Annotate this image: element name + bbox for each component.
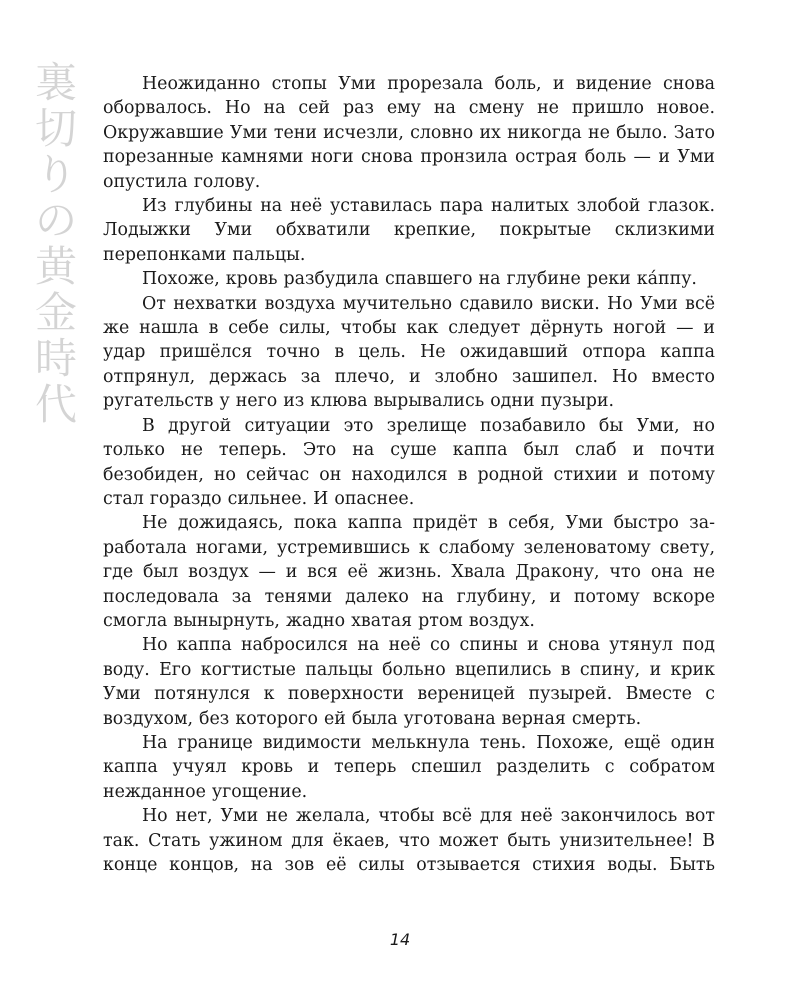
side-title-vertical [22, 60, 90, 428]
paragraph: Но каппа набросился на неё со спины и снова утянул под воду. Его когтистые пальцы больно вцепились в спину, и крик Уми потянулся к поверхности вереницей пузырей. Вместе с воздухом, без которого ей была уготована верная смерть. [103, 635, 715, 729]
paragraph: Похоже, кровь разбудила спавшего на глубине реки ка́ппу. [142, 269, 697, 290]
side-title-char: 切 [34, 104, 77, 153]
paragraph: Но нет, Уми не желала, чтобы всё для неё закончилось вот так. Стать ужином для ёкаев, что может быть унизительнее! В конце концов, на зов её силы отзывается стихия воды. Быть [103, 806, 715, 875]
side-title-char: 裏 [34, 58, 77, 107]
paragraph: На границе видимости мелькнула тень. Похоже, ещё один каппа учуял кровь и теперь спешил разделить с собратом нежданное угощение. [103, 732, 715, 802]
side-title-char: 時 [34, 334, 77, 383]
side-title-char: り [34, 150, 77, 199]
side-title-char: 金 [34, 288, 77, 337]
paragraph: Из глубины на неё уставилась пара налитых злобой глазок. Лодыжки Уми обхватили крепкие, покрытые склизкими перепонками пальцы. [103, 196, 715, 265]
paragraph: Неожиданно стопы Уми прорезала боль, и видение снова оборвалось. Но на сей раз ему на смену не пришло новое. Окружавшие Уми тени исчезли, словно их никогда не было. Зато порезанные камнями ноги снова пронзила острая боль — и Уми опустила голову. [103, 74, 715, 192]
side-title-char: 代 [34, 380, 77, 429]
body-text [103, 72, 715, 877]
paragraph: От нехватки воздуха мучительно сдавило виски. Но Уми всё же нашла в себе силы, чтобы как следует дёрнуть ногой — и удар пришёлся точно в цель. Не ожидавший отпора каппа отпрянул, держась за плечо, и злобно зашипел. Но вместо ругательств у него из клюва вырывались одни пузыри. [103, 293, 715, 412]
paragraph: Не дожидаясь, пока каппа придёт в себя, Уми быстро заработала ногами, устремившись к слабому зеленоватому свету, где был воздух — и вся её жизнь. Хвала Дракону, что она не последовала за тенями далеко на глубину, и потому вскоре смогла вынырнуть, жадно хватая ртом воздух. [103, 513, 715, 631]
paragraph: В другой ситуации это зрелище позабавило бы Уми, но только не теперь. Это на суше каппа был слаб и почти безобиден, но сейчас он находился в родной стихии и потому стал гораздо сильнее. И опаснее. [103, 415, 715, 509]
page-number: 14 [389, 930, 411, 949]
side-title-char: 黄 [34, 242, 77, 291]
side-title-char: の [34, 196, 77, 245]
